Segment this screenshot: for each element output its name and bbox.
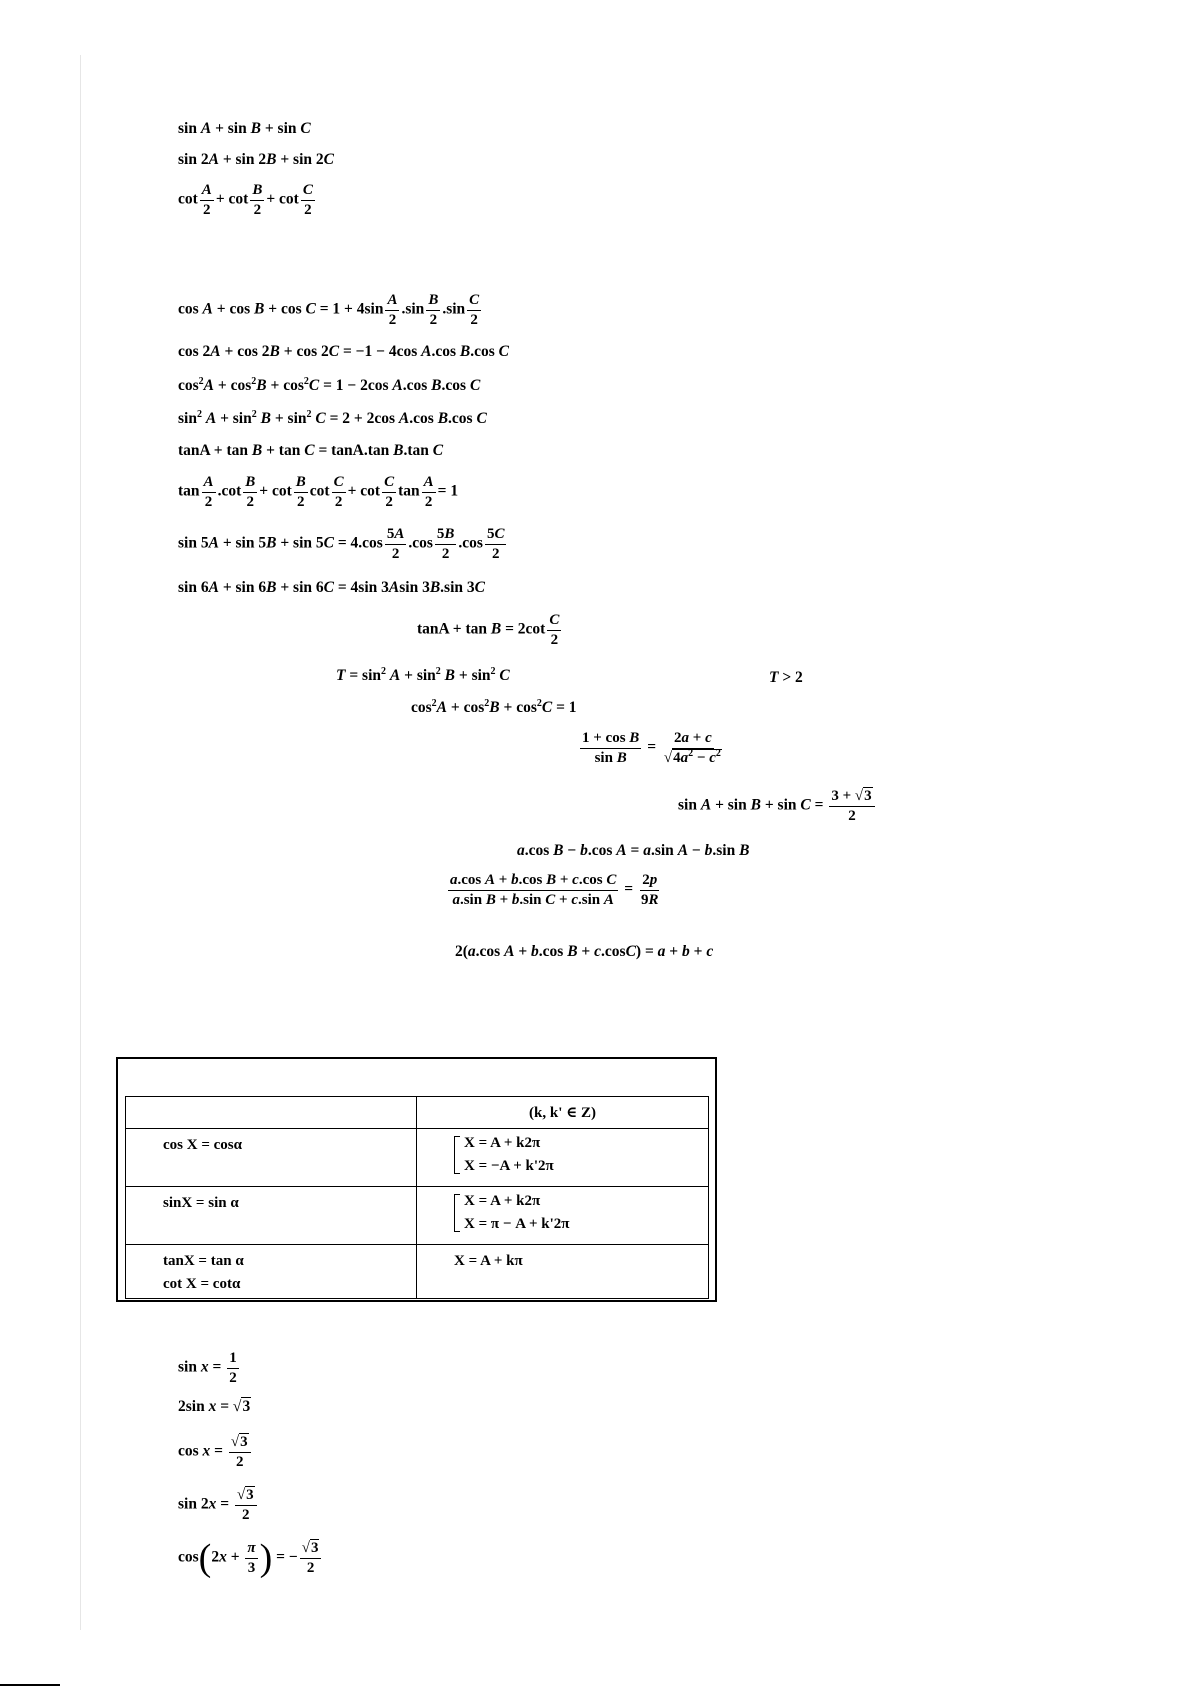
table-cell-sin-solution: X = A + k2π X = π − A + k'2π xyxy=(417,1187,708,1233)
identity-tan-sum: tanA + tan B + tan C = tanA.tan B.tan C xyxy=(178,442,444,459)
table-row xyxy=(126,1129,709,1187)
cond-big-ratio: $\frac{\text{a.cos A + b.cos B + c.cos C}}{\text{a.sin B + b.sin C + c.sin A}}$ = $\frac{2p}{9R}$ xyxy=(450,872,659,908)
table-row xyxy=(126,1245,709,1299)
cond-T-gt-2: T > 2 xyxy=(769,669,803,686)
table-cell-tan-solution: X = A + kπ xyxy=(454,1253,523,1269)
solution-table xyxy=(125,1096,709,1299)
cond-ratio: $\frac{\text{1 + cos B}}{\text{sin B}}$ = $\frac{2a + c}{√4a^2 - c^2}$ xyxy=(582,730,721,766)
table-header-row xyxy=(126,1097,709,1129)
identity-tan-cot-half: tan $\frac{A}{2}$ .cot $\frac{B}{2}$ + cot $\frac{B}{2}$ cot $\frac{C}{2}$ + cot $\frac{C}{2}$ tan $\frac{A}{2}$ = 1 xyxy=(178,474,459,510)
cond-acos-eq: a.cos B − b.cos A = a.sin A − b.sin B xyxy=(517,842,750,859)
table-cell-tan-cot-eq: tanX = tan α cot X = cotα xyxy=(163,1253,244,1292)
table-row xyxy=(126,1187,709,1245)
def-T: $T = \sin^2 A + \sin^2 B + \sin^2 C$ xyxy=(336,666,510,684)
table-header-left xyxy=(126,1097,417,1129)
exercise-2sin-sqrt3: 2sin x = √3 xyxy=(178,1398,251,1415)
table-cell-cos-solution: X = A + k2π X = −A + k'2π xyxy=(417,1129,708,1175)
exercise-cos-shift: cos(2x + $\frac{\pi}{3}$ ) = − $\frac{√3}{2}$ xyxy=(178,1540,323,1576)
identity-cos2-sum: cos 2A + cos 2B + cos 2C = −1 − 4cos A.cos B.cos C xyxy=(178,343,509,360)
exercise-sin-half: sin x = $\frac{1}{2}$ xyxy=(178,1350,237,1386)
identity-sin6-sum: sin 6A + sin 6B + sin 6C = 4sin 3Asin 3B.sin 3C xyxy=(178,579,485,596)
cond-sin-sum-value: sin A + sin B + sin C = $\frac{3 + √3}{2}$ xyxy=(678,788,877,824)
exercise-cos-sqrt3-half: cos x = $\frac{√3}{2}$ xyxy=(178,1434,253,1470)
cond-tan-sum: tanA + tan B = 2cot $\frac{C}{2}$ xyxy=(417,612,560,648)
cond-perimeter-eq: 2(a.cos A + b.cos B + c.cosC) = a + b + c xyxy=(455,943,714,960)
identity-cos-sq-sum: $\cos^2A + \cos^2B + \cos^2C = 1 - 2\cos$ A.cos B.cos C xyxy=(178,376,481,394)
identity-sin5-sum: sin 5A + sin 5B + sin 5C = 4.cos $\frac{5A}{2}$ .cos $\frac{5B}{2}$ .cos $\frac{5C}{2}$ xyxy=(178,526,505,562)
exercise-sin2x-sqrt3-half: sin 2x = $\frac{√3}{2}$ xyxy=(178,1487,259,1523)
expr-sin2-sum: sin 2A + sin 2B + sin 2C xyxy=(178,151,334,168)
expr-cot-half-sum: cot $\frac{A}{2}$ + cot $\frac{B}{2}$ + cot $\frac{C}{2}$ xyxy=(178,182,313,218)
table-cell-sin-eq: sinX = sin α xyxy=(163,1195,239,1211)
footer-rule xyxy=(0,1684,60,1686)
cond-cos-sq-sum: $\cos^2A + \cos^2B + \cos^2C = 1$ xyxy=(411,698,577,716)
table-cell-cos-eq: cos X = cosα xyxy=(163,1137,243,1153)
expr-sin-sum: sin A + sin B + sin C xyxy=(178,120,311,137)
table-header-right: (k, k' ∈ Z) xyxy=(417,1097,709,1129)
identity-sin-sq-sum: $\sin^2 A + \sin^2 B + \sin^2 C = 2 + 2\cos$ A.cos B.cos C xyxy=(178,409,487,427)
identity-cos-sum: cos A + cos B + cos C = 1 + 4sin $\frac{A}{2}$ .sin $\frac{B}{2}$ .sin $\frac{C}{2}$ xyxy=(178,292,480,328)
page-margin-line xyxy=(80,55,81,1630)
